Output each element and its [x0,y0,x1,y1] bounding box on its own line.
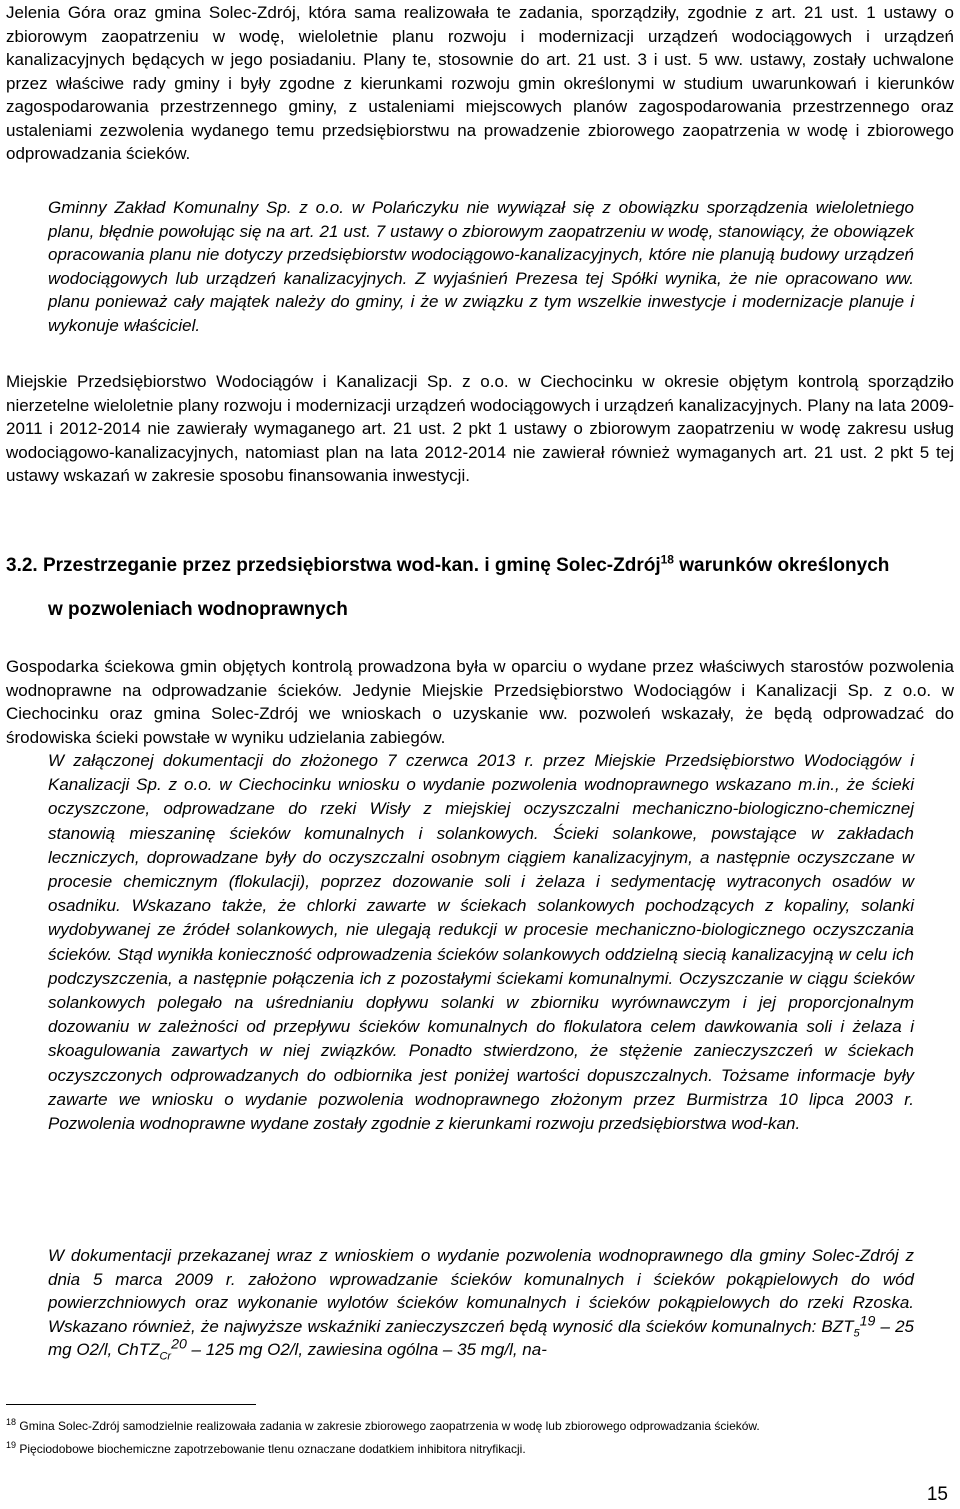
paragraph-intro: Jelenia Góra oraz gmina Solec-Zdrój, która sama realizowała te zadania, sporządziły, zgodnie z art. 21 ust. 1 ustawy o zbiorowym zaopatrzeniu w wodę, wieloletnie planu rozwoju i modernizacji urządzeń wodociągowych i urządzeń kanalizacyjnych będących w jego posiadaniu. Plany te, stosownie do art. 21 ust. 3 i ust. 5 ww. ustawy, zostały uchwalone przez właściwe rady gminy i były zgodne z kierunkami rozwoju gmin określonymi w studium uwarunkowań i kierunków zagospodarowania przestrzennego gminy, z ustaleniami miejscowych planów zagospodarowania przestrzennego oraz ustaleniami zezwolenia wydanego temu przedsiębiorstwu na prowadzenie zbiorowego zaopatrzenia w wodę i zbiorowego odprowadzania ścieków. [6,3,954,163]
paragraph-gzk-polanczyk: Gminny Zakład Komunalny Sp. z o.o. w Polańczyku nie wywiązał się z obowiązku sporządzenia wieloletniego planu, błędnie powołując się na art. 21 ust. 7 ustawy o zbiorowym zaopatrzeniu w wodę, stanowiący, że obowiązek opracowania planu nie dotyczy przedsiębiorstw wodociągowo-kanalizacyjnych, które nie planują budowy urządzeń wodociągowych lub urządzeń kanalizacyjnych. Z wyjaśnień Prezesa tej Spółki wynika, że nie opracowano ww. planu ponieważ cały majątek należy do gminy, i że w związku z tym wszelkie inwestycje i modernizacje planuje i wykonuje właściciel. [48,198,914,335]
footnote-text: Pięciodobowe biochemiczne zapotrzebowanie tlenu oznaczane dodatkiem inhibitora nitryfikacji. [19,1442,526,1456]
footnote-number: 19 [6,1440,17,1450]
dokumentacja-end: – 125 mg O2/l, zawiesina ogólna – 35 mg/l, na- [186,1340,547,1359]
section-title-part2: warunków określonych [673,555,890,576]
paragraph-mpwik-ciechocinek: Miejskie Przedsiębiorstwo Wodociągów i Kanalizacji Sp. z o.o. w Ciechocinku w okresie objętym kontrolą sporządziło nierzetelne wieloletnie plany rozwoju i modernizacji urządzeń wodociągowych i urządzeń kanalizacyjnych. Plany na lata 2009-2011 i 2012-2014 nie zawierały wymaganego art. 21 ust. 2 pkt 1 ustawy o zbiorowym zaopatrzeniu w wodę zakresu usług wodociągowo-kanalizacyjnych, natomiast plan na lata 2012-2014 nie zawierał również wymaganych art. 21 ust. 2 pkt 5 tej ustawy wskazań w zakresie sposobu finansowania inwestycji. [6,372,954,485]
section-title-part1: Przestrzeganie przez przedsiębiorstwa wod-kan. i gminę Solec-Zdrój [42,555,661,576]
section-number: 3.2. [6,555,38,576]
bzt-subscript: 5 [853,1326,860,1339]
page-number: 15 [926,1484,948,1505]
dokumentacja-text: W dokumentacji przekazanej wraz z wnioskiem o wydanie pozwolenia wodnoprawnego dla gminy Solec-Zdrój z dnia 5 marca 2009 r. założono wprowadzanie ścieków komunalnych i ścieków pokąpielowych do wód powierzchniowych oraz wykonanie wylotów ścieków komunalnych i ścieków pokąpielowych do rzeki Rzoska. Wskazano również, że najwyższe wskaźniki zanieczyszczeń będą wynosić dla ścieków komunalnych: BZT [48,1246,914,1336]
section-heading [6,545,954,587]
chtz-subscript: Cr [159,1350,172,1363]
paragraph-gospodarka: Gospodarka ściekowa gmin objętych kontrolą prowadzona była w oparciu o wydane przez właściwych starostów pozwolenia wodnoprawne na odprowadzanie ścieków. Jedynie Miejskie Przedsiębiorstwo Wodociągów i Kanalizacji Sp. z o.o. w Ciechocinku oraz gmina Solec-Zdrój we wnioskach o uzyskanie ww. pozwoleń wskazały, że będą odprowadzać do środowiska ścieki powstałe w wyniku udzielania zabiegów. [6,657,954,747]
dokumentacja-mid: – 25 mg O2/l, ChTZ [48,1316,915,1359]
footnote-19 [6,1441,954,1457]
footnote-ref-18: 18 [660,552,674,567]
footnote-18 [6,1418,954,1434]
footnote-ref-20: 20 [171,1336,187,1353]
footnote-text: Gmina Solec-Zdrój samodzielnie realizowała zadania w zakresie zbiorowego zaopatrzenia w wodę lub zbiorowego odprowadzania ścieków. [19,1419,760,1433]
section-heading-line2: w pozwoleniach wodnoprawnych [48,599,348,620]
paragraph-zalaczona-dokumentacja: W załączonej dokumentacji do złożonego 7 czerwca 2013 r. przez Miejskie Przedsiębiorstwo Wodociągów i Kanalizacji Sp. z o.o. w Ciechocinku wniosku o wydanie pozwolenia wodnoprawnego wskazano m.in., że ścieki oczyszczone, odprowadzane do rzeki Wisły z miejskiej oczyszczalni mechaniczno-biologiczno-chemicznej stanowią mieszaninę ścieków komunalnych i solankowych. Ścieki solankowe, powstające w zakładach leczniczych, doprowadzane były do oczyszczalni osobnym ciągiem kanalizacyjnym, a następnie oczyszczane w procesie chemicznym (flokulacji), poprzez dozowanie soli i żelaza i sedymentację wytraconych osadów w osadniku. Wskazano także, że chlorki zawarte w ściekach solankowych pochodzących z kopaliny, solanki wydobywanej ze źródeł solankowych, nie ulegają redukcji w procesie mechaniczno-biologicznego oczyszczania ścieków. Stąd wynikła konieczność odprowadzenia ścieków solankowych oddzielną siecią kanalizacyjną w celu ich podczyszczenia, a następnie połączenia ich z pozostałymi ściekami komunalnymi. Oczyszczanie w ciągu ścieków solankowych polegało na uśrednianiu dopływu solanki w zbiorniku wyrównawczym i jej proporcjonalnym dozowaniu w zależności od przepływu ścieków komunalnych do flokulatora celem dawkowania soli i żelaza i skoagulowania zawartych w niej związków. Ponadto stwierdzono, że stężenie zanieczyszczeń w ściekach oczyszczonych odprowadzanych do odbiornika jest poniżej wartości dopuszczalnych. Tożsame informacje były zawarte we wniosku o wydanie pozwolenia wodnoprawnego złożonym przez Burmistrza 10 lipca 2003 r. Pozwolenia wodnoprawne wydane zostały zgodnie z kierunkami rozwoju przedsiębiorstwa wod-kan. [48,751,914,1134]
paragraph-dokumentacja-solec [48,1244,914,1362]
footnote-number: 18 [6,1417,17,1427]
footnote-ref-19: 19 [859,1312,876,1329]
footnote-separator [6,1404,256,1405]
